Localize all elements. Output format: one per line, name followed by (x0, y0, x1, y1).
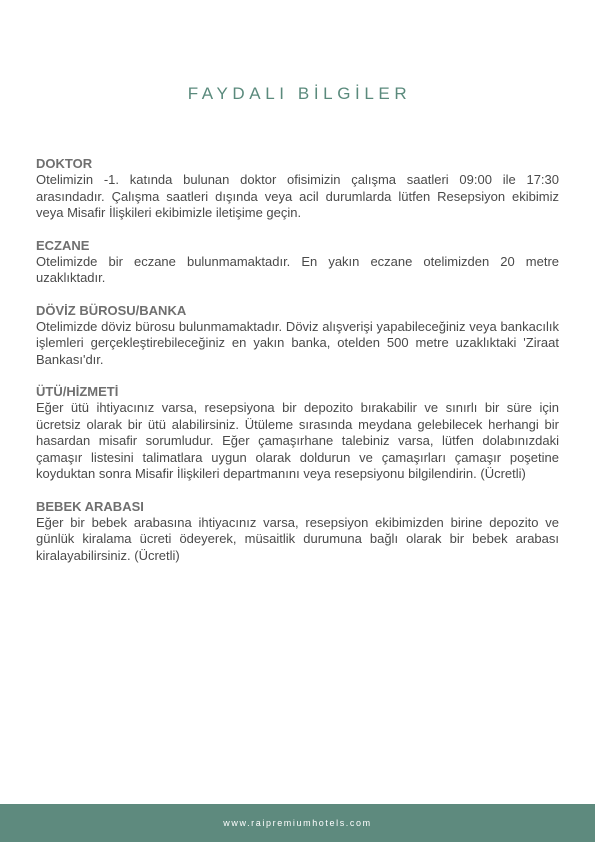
section-bebek-arabasi (36, 499, 559, 565)
section-doktor (36, 156, 559, 222)
website-link[interactable]: www.raipremiumhotels.com (223, 818, 372, 828)
section-doviz-burosu-banka (36, 303, 559, 369)
section-body: Otelimizde döviz bürosu bulunmamaktadır. Döviz alışverişi yapabileceğiniz veya bankacılık işlemleri gerçekleştirebileceğiniz en yakın banka, otelden 500 metre uzaklıktaki 'Ziraat Bankası'dır. (36, 318, 559, 367)
section-eczane (36, 238, 559, 287)
section-heading: BEBEK ARABASI (36, 498, 144, 514)
section-body: Eğer ütü ihtiyacınız varsa, resepsiyona bir depozito bırakabilir ve sınırlı bir süre için ücretsiz olarak bir ütü alabilirsiniz. Ütüleme sırasında meydana gelebilecek herhangi bir hasardan misafir sorumludur. Eğer çamaşırhane talebiniz varsa, lütfen dolabınızdaki çamaşır listesini talimatlara uygun olarak doldurun ve çamaşırları çamaşır poşetine koyduktan sonra Misafir İlişkileri departmanını veya resepsiyonu bilgilendirin. (Ücretli) (36, 400, 559, 481)
info-content (36, 156, 559, 580)
section-heading: ÜTÜ/HİZMETİ (36, 384, 119, 399)
section-heading: DÖVİZ BÜROSU/BANKA (36, 302, 187, 318)
section-utu-hizmeti (36, 384, 559, 483)
section-body: Eğer bir bebek arabasına ihtiyacınız varsa, resepsiyon ekibimizden birine depozito ve günlük kiralama ücreti ödeyerek, müsaitlik durumuna bağlı olarak bir bebek arabası kiralayabilirsiniz. (Ücretli) (36, 514, 559, 563)
section-body: Otelimizde bir eczane bulunmamaktadır. En yakın eczane otelimizden 20 metre uzaklıktadır. (36, 253, 559, 285)
section-heading: ECZANE (36, 237, 90, 253)
section-body: Otelimizin -1. katında bulunan doktor ofisimizin çalışma saatleri 09:00 ile 17:30 arasındadır. Çalışma saatleri dışında veya acil durumlarda lütfen Resepsiyon ekibimiz veya Misafir İlişkileri ekibimizle iletişime geçin. (36, 172, 559, 220)
footer-bar (0, 804, 595, 842)
page-title: FAYDALI BİLGİLER (187, 84, 412, 103)
section-heading: DOKTOR (36, 156, 93, 171)
